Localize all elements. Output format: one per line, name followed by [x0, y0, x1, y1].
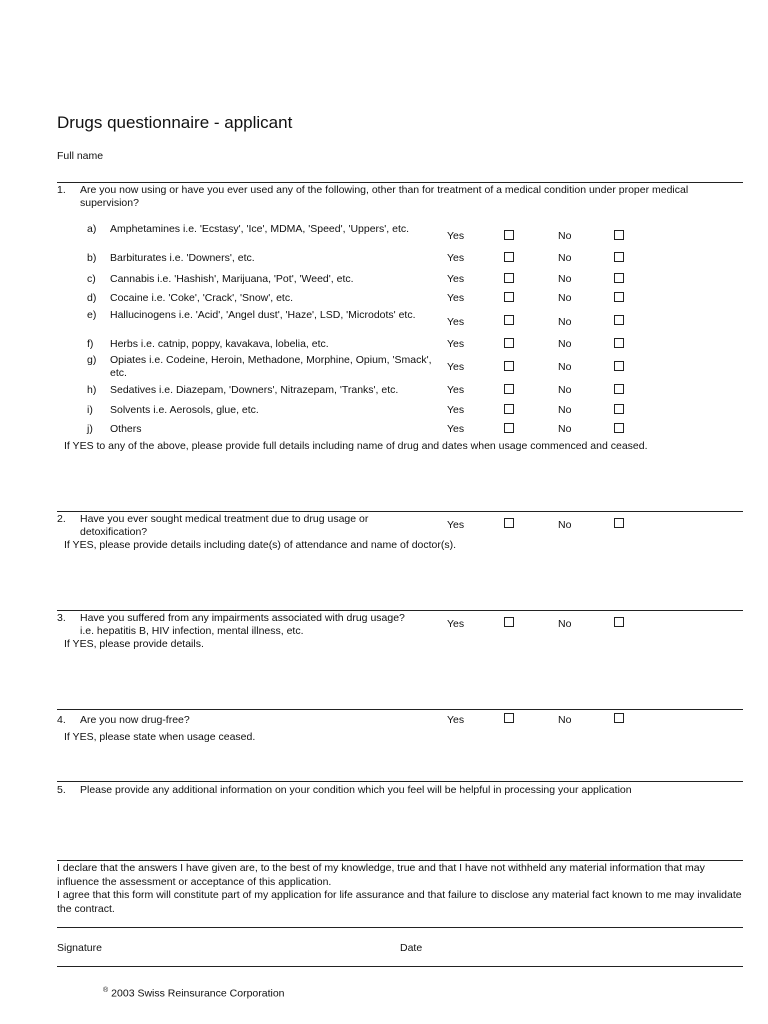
q1f-yes-checkbox[interactable]: [504, 338, 514, 348]
q1-details-line[interactable]: [57, 511, 743, 512]
q1-item-letter: g): [87, 354, 97, 366]
q1-item-text: Hallucinogens i.e. 'Acid', 'Angel dust', 'Haze', LSD, 'Microdots' etc.: [110, 309, 416, 321]
q5-details-line[interactable]: [57, 860, 743, 861]
q1b-yes-checkbox[interactable]: [504, 252, 514, 262]
no-label: No: [558, 404, 572, 416]
q3-text: Have you suffered from any impairments associated with drug usage? i.e. hepatitis B, HIV infection, mental illness, etc.: [80, 612, 405, 637]
q4-number: 4.: [57, 714, 66, 726]
no-label: No: [558, 316, 572, 328]
q1i-no-checkbox[interactable]: [614, 404, 624, 414]
q1-item-letter: b): [87, 252, 97, 264]
yes-label: Yes: [447, 404, 465, 416]
q1-text: Are you now using or have you ever used any of the following, other than for treatment of a medical condition under proper medical supervision?: [80, 184, 689, 209]
yes-label: Yes: [447, 252, 465, 264]
q1d-no-checkbox[interactable]: [614, 292, 624, 302]
q1-item-text: Barbiturates i.e. 'Downers', etc.: [110, 252, 255, 264]
q1-item-letter: e): [87, 309, 97, 321]
agreement-text: I agree that this form will constitute part of my application for life assurance and that failure to disclose any material fact known to me may invalidate the contract.: [57, 889, 742, 915]
yes-label: Yes: [447, 519, 465, 531]
q4-text: Are you now drug-free?: [80, 714, 190, 726]
q1e-yes-checkbox[interactable]: [504, 315, 514, 325]
q1-note: If YES to any of the above, please provide full details including name of drug and dates when usage commenced and ceased.: [64, 440, 648, 452]
q2-number: 2.: [57, 513, 66, 525]
no-label: No: [558, 361, 572, 373]
q1j-no-checkbox[interactable]: [614, 423, 624, 433]
signature-top-line: [57, 927, 743, 928]
yes-label: Yes: [447, 316, 465, 328]
q5-text: Please provide any additional information on your condition which you feel will be helpful in processing your application: [80, 784, 632, 796]
yes-label: Yes: [447, 292, 465, 304]
no-label: No: [558, 230, 572, 242]
q1-item-text: Cannabis i.e. 'Hashish', Marijuana, 'Pot', 'Weed', etc.: [110, 273, 354, 285]
q1-item-text: Cocaine i.e. 'Coke', 'Crack', 'Snow', etc.: [110, 292, 294, 304]
yes-label: Yes: [447, 423, 465, 435]
no-label: No: [558, 714, 572, 726]
q1-item-text: Herbs i.e. catnip, poppy, kavakava, lobelia, etc.: [110, 338, 329, 350]
page-title: Drugs questionnaire - applicant: [57, 113, 293, 132]
q1-item-text: Opiates i.e. Codeine, Heroin, Methadone, Morphine, Opium, 'Smack', etc.: [110, 354, 432, 379]
q3-note: If YES, please provide details.: [64, 638, 204, 650]
q3-details-line[interactable]: [57, 709, 743, 710]
full-name-line[interactable]: [57, 182, 743, 183]
yes-label: Yes: [447, 361, 465, 373]
q1-item-text: Solvents i.e. Aerosols, glue, etc.: [110, 404, 259, 416]
q1-item-letter: a): [87, 223, 97, 235]
signature-label: Signature: [57, 942, 102, 954]
q4-details-line[interactable]: [57, 781, 743, 782]
q2-details-line[interactable]: [57, 610, 743, 611]
q1-number: 1.: [57, 184, 66, 196]
q5-number: 5.: [57, 784, 66, 796]
q1-item-letter: h): [87, 384, 97, 396]
q1c-yes-checkbox[interactable]: [504, 273, 514, 283]
q1e-no-checkbox[interactable]: [614, 315, 624, 325]
yes-label: Yes: [447, 618, 465, 630]
yes-label: Yes: [447, 714, 465, 726]
no-label: No: [558, 384, 572, 396]
q1b-no-checkbox[interactable]: [614, 252, 624, 262]
yes-label: Yes: [447, 230, 465, 242]
yes-label: Yes: [447, 273, 465, 285]
q4-note: If YES, please state when usage ceased.: [64, 731, 256, 743]
no-label: No: [558, 252, 572, 264]
q1-item-letter: c): [87, 273, 96, 285]
no-label: No: [558, 423, 572, 435]
q1d-yes-checkbox[interactable]: [504, 292, 514, 302]
no-label: No: [558, 292, 572, 304]
q4-no-checkbox[interactable]: [614, 713, 624, 723]
q1f-no-checkbox[interactable]: [614, 338, 624, 348]
q2-no-checkbox[interactable]: [614, 518, 624, 528]
q1g-yes-checkbox[interactable]: [504, 361, 514, 371]
q1c-no-checkbox[interactable]: [614, 273, 624, 283]
q3-no-checkbox[interactable]: [614, 617, 624, 627]
registered-symbol: ®: [103, 987, 109, 994]
q3-yes-checkbox[interactable]: [504, 617, 514, 627]
no-label: No: [558, 273, 572, 285]
q1g-no-checkbox[interactable]: [614, 361, 624, 371]
q3-number: 3.: [57, 612, 66, 624]
q1i-yes-checkbox[interactable]: [504, 404, 514, 414]
q1h-yes-checkbox[interactable]: [504, 384, 514, 394]
copyright-text: 2003 Swiss Reinsurance Corporation: [111, 987, 285, 1000]
q1-item-letter: f): [87, 338, 94, 350]
q4-yes-checkbox[interactable]: [504, 713, 514, 723]
q1-item-text: Others: [110, 423, 142, 435]
q2-note: If YES, please provide details including date(s) of attendance and name of doctor(s).: [64, 539, 457, 551]
copyright-footer: [103, 987, 285, 1000]
signature-line[interactable]: [57, 966, 743, 967]
q1j-yes-checkbox[interactable]: [504, 423, 514, 433]
q1-item-text: Sedatives i.e. Diazepam, 'Downers', Nitrazepam, 'Tranks', etc.: [110, 384, 399, 396]
yes-label: Yes: [447, 338, 465, 350]
q1a-yes-checkbox[interactable]: [504, 230, 514, 240]
full-name-label: Full name: [57, 150, 104, 162]
yes-label: Yes: [447, 384, 465, 396]
date-label: Date: [400, 942, 423, 954]
q1-item-letter: j): [87, 423, 93, 435]
q2-yes-checkbox[interactable]: [504, 518, 514, 528]
q2-text: Have you ever sought medical treatment due to drug usage or detoxification?: [80, 513, 369, 538]
q1-item-text: Amphetamines i.e. 'Ecstasy', 'Ice', MDMA, 'Speed', 'Uppers', etc.: [110, 223, 410, 235]
no-label: No: [558, 338, 572, 350]
no-label: No: [558, 618, 572, 630]
q1a-no-checkbox[interactable]: [614, 230, 624, 240]
q1-item-letter: d): [87, 292, 97, 304]
declaration-text: I declare that the answers I have given are, to the best of my knowledge, true and that I have not withheld any material information that may influence the assessment or acceptance of this application.: [57, 862, 705, 888]
q1-item-letter: i): [87, 404, 93, 416]
q1h-no-checkbox[interactable]: [614, 384, 624, 394]
no-label: No: [558, 519, 572, 531]
